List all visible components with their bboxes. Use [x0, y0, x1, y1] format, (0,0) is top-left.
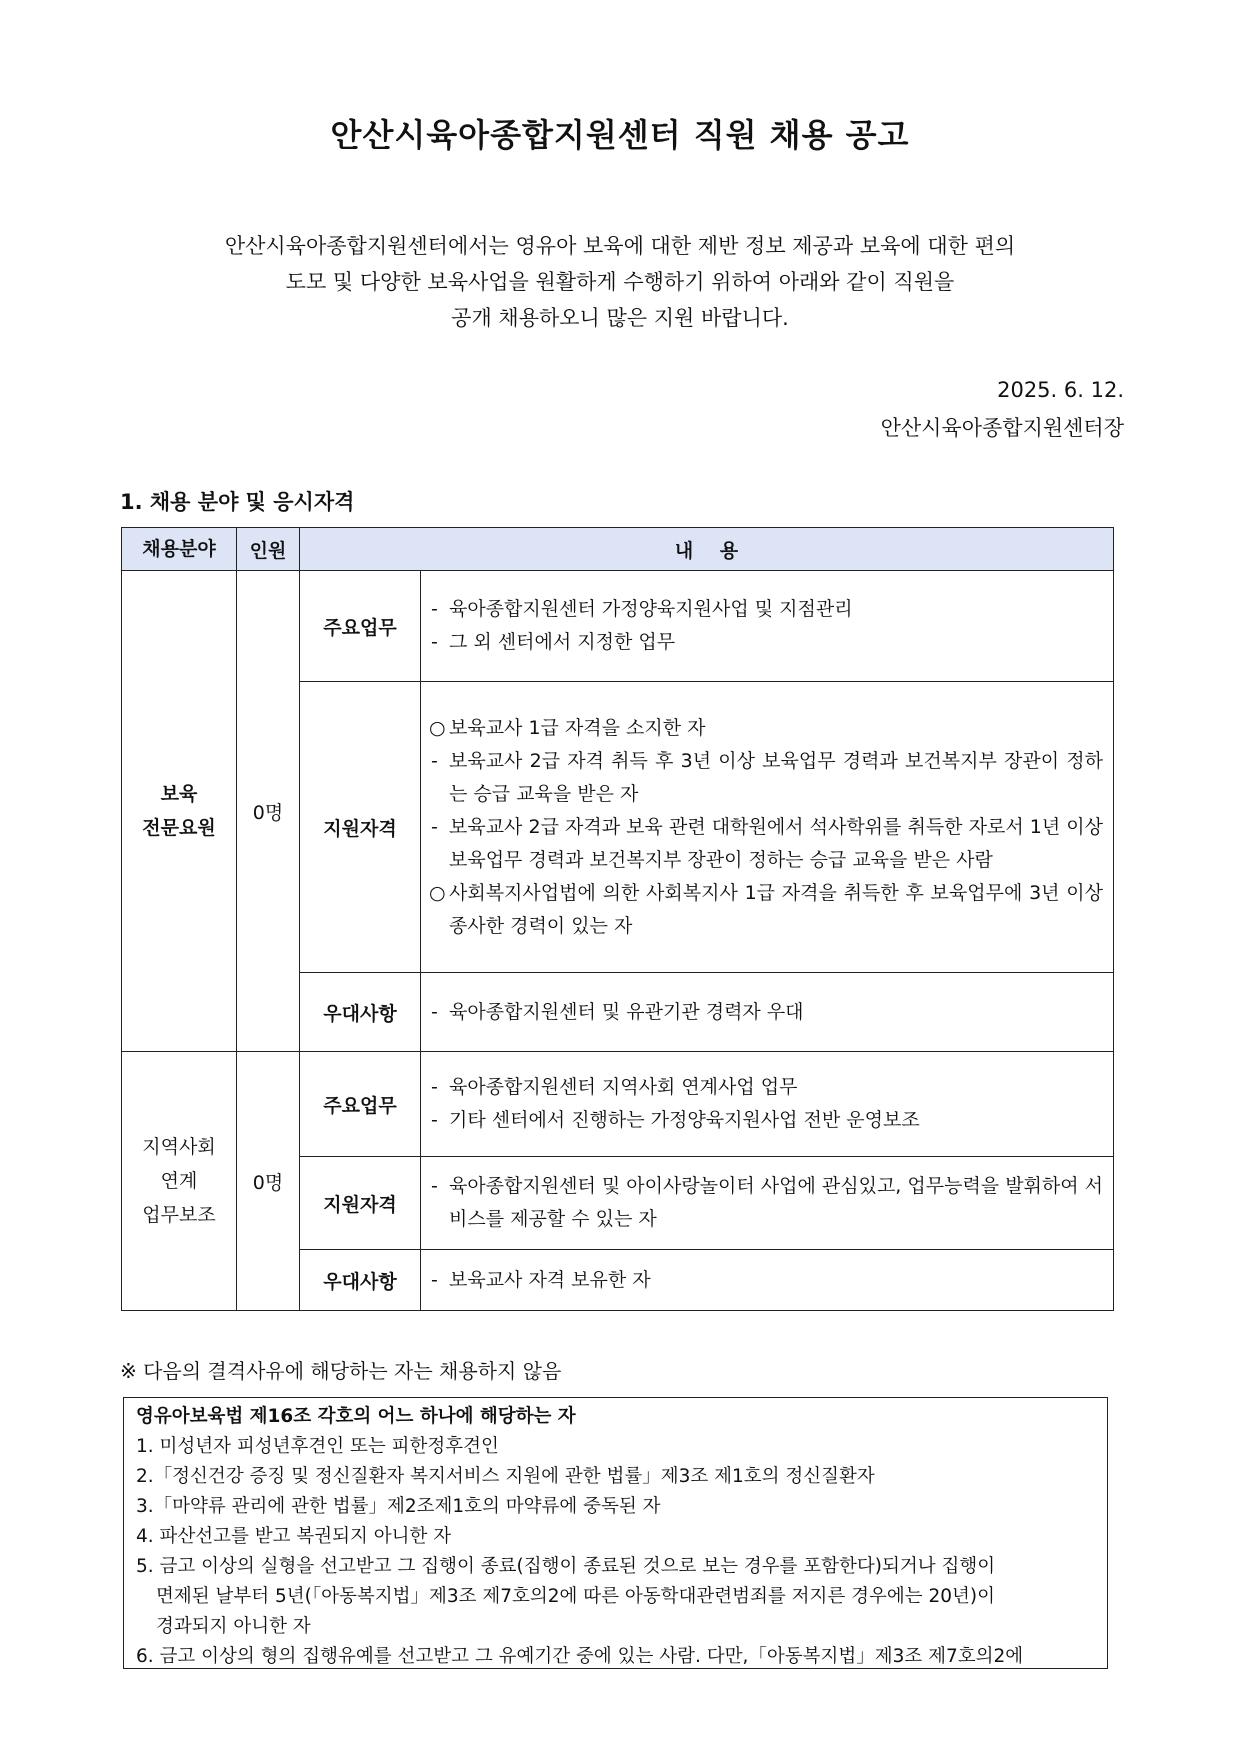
header-count: 인원	[237, 528, 300, 571]
field-label: 업무보조	[142, 1204, 216, 1226]
sub-label-qualification: 지원자격	[300, 682, 421, 973]
disqualification-note: ※ 다음의 결격사유에 해당하는 자는 채용하지 않음	[120, 1359, 562, 1383]
qualification-cell	[421, 682, 1114, 973]
list-item: 4. 파산선고를 받고 복권되지 아니한 자	[136, 1526, 452, 1547]
list-item: - 그 외 센터에서 지정한 업무	[431, 631, 676, 653]
list-item: - 육아종합지원센터 및 유관기관 경력자 우대	[431, 1000, 804, 1023]
table-row	[122, 1052, 1114, 1157]
duties-cell	[421, 1052, 1114, 1157]
list-item: 5. 금고 이상의 실형을 선고받고 그 집행이 종료(집행이 종료된 것으로 보는 경우를 포함한다)되거나 집행이	[136, 1556, 996, 1577]
field-label: 전문요원	[142, 817, 216, 839]
intro-line: 공개 채용하오니 많은 지원 바랍니다.	[451, 306, 789, 330]
count-cell: 0명	[237, 571, 300, 1052]
sub-label-qualification: 지원자격	[300, 1157, 421, 1250]
table-header-row	[122, 528, 1114, 571]
field-label: 지역사회	[142, 1136, 216, 1158]
list-item: ○ 사회복지사업법에 의한 사회복지사 1급 자격을 취득한 후 보육업무에 3년 이상 종사한 경력이 있는 자	[429, 881, 1103, 937]
list-item: - 기타 센터에서 진행하는 가정양육지원사업 전반 운영보조	[431, 1109, 920, 1131]
intro-line: 안산시육아종합지원센터에서는 영유아 보육에 대한 제반 정보 제공과 보육에 대한 편의	[224, 234, 1016, 258]
list-item: 3.「마약류 관리에 관한 법률」제2조제1호의 마약류에 중독된 자	[136, 1496, 661, 1517]
list-item: 1. 미성년자 피성년후견인 또는 피한정후견인	[136, 1436, 499, 1457]
list-item: - 보육교사 2급 자격과 보육 관련 대학원에서 석사학위를 취득한 자로서 1년 이상 보육업무 경력과 보건복지부 장관이 정하는 승급 교육을 받은 사람	[431, 815, 1103, 871]
table-row	[122, 571, 1114, 682]
list-item: - 육아종합지원센터 지역사회 연계사업 업무	[431, 1076, 798, 1098]
list-item-continuation: 면제된 날부터 5년(「아동복지법」제3조 제7호의2에 따른 아동학대관련범죄를 저지른 경우에는 20년)이	[156, 1586, 995, 1607]
sub-label-duties: 주요업무	[300, 1052, 421, 1157]
field-cell	[122, 1052, 237, 1311]
section-heading: 1. 채용 분야 및 응시자격	[120, 490, 355, 514]
qualification-cell	[421, 1157, 1114, 1250]
header-field: 채용분야	[122, 528, 237, 571]
duties-cell	[421, 571, 1114, 682]
field-label: 보육	[160, 783, 198, 805]
recruitment-table	[121, 527, 1114, 1311]
count-cell: 0명	[237, 1052, 300, 1311]
issuer-name: 안산시육아종합지원센터장	[880, 416, 1124, 440]
header-content: 내 용	[300, 528, 1114, 571]
list-item: - 육아종합지원센터 및 아이사랑놀이터 사업에 관심있고, 업무능력을 발휘하여 서비스를 제공할 수 있는 자	[431, 1175, 1104, 1230]
intro-paragraph	[0, 228, 1240, 336]
disqualification-box	[123, 1397, 1108, 1669]
list-item: - 보육교사 2급 자격 취득 후 3년 이상 보육업무 경력과 보건복지부 장관이 정하는 승급 교육을 받은 자	[431, 749, 1103, 805]
field-cell	[122, 571, 237, 1052]
list-item: 2.「정신건강 증징 및 정신질환자 복지서비스 지원에 관한 법률」제3조 제1호의 정신질환자	[136, 1466, 875, 1487]
preference-cell	[421, 973, 1114, 1052]
list-item: - 보육교사 자격 보유한 자	[431, 1268, 651, 1291]
page-title: 안산시육아종합지원센터 직원 채용 공고	[330, 116, 910, 154]
intro-line: 도모 및 다양한 보육사업을 원활하게 수행하기 위하여 아래와 같이 직원을	[285, 270, 955, 294]
list-item: - 육아종합지원센터 가정양육지원사업 및 지점관리	[431, 598, 853, 620]
sub-label-preference: 우대사항	[300, 1250, 421, 1311]
disqualification-heading: 영유아보육법 제16조 각호의 어느 하나에 해당하는 자	[136, 1406, 576, 1427]
sub-label-preference: 우대사항	[300, 973, 421, 1052]
announcement-date: 2025. 6. 12.	[997, 378, 1124, 402]
list-item-continuation: 경과되지 아니한 자	[156, 1616, 311, 1637]
field-label: 연계	[160, 1170, 198, 1192]
list-item: 6. 금고 이상의 형의 집행유예를 선고받고 그 유예기간 중에 있는 사람. 다만,「아동복지법」제3조 제7호의2에	[136, 1646, 1024, 1667]
sub-label-duties: 주요업무	[300, 571, 421, 682]
preference-cell	[421, 1250, 1114, 1311]
list-item: ○ 보육교사 1급 자격을 소지한 자	[429, 716, 706, 739]
